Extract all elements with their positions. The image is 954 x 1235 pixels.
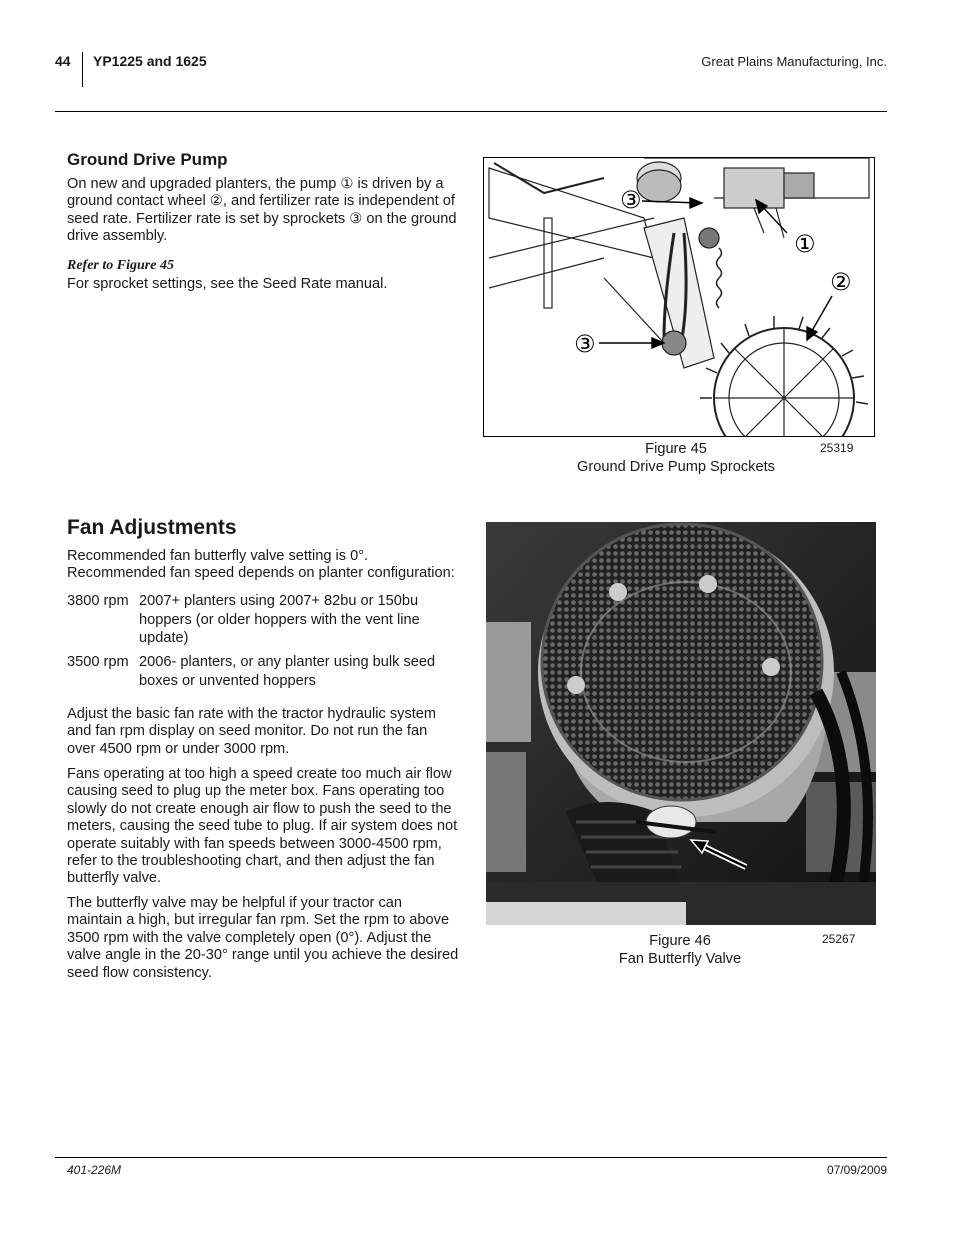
figure-46-label: Figure 46 [649,933,711,949]
footer-rule [55,1157,887,1158]
callout-1: ① [794,230,816,258]
callout-3-bottom: ③ [574,330,596,358]
callout-3-top: ③ [620,186,642,214]
header-divider [82,52,83,87]
fan-paragraph-3: The butterfly valve may be helpful if your tractor can maintain a high, but irregular fan rpm. Set the rpm to above 3500 rpm with the valve completely open (0°). Adjust the valve angle in the 20-30° range until you achieve the desired seed flow consistency. [67,895,459,981]
figure-46-photo [486,522,876,925]
figure-reference: Refer to Figure 45 [67,258,174,273]
fan-intro: Recommended fan butterfly valve setting is 0°. Recommended fan speed depends on planter configuration: [67,548,455,582]
figure-46-title: Fan Butterfly Valve [618,951,742,967]
sprocket-note: For sprocket settings, see the Seed Rate manual. [67,276,388,292]
ground-drive-paragraph [67,176,459,246]
fan-paragraph-2: Fans operating at too high a speed create too much air flow causing seed to plug up the meter box. Fans operating too slowly do not create enough air flow to push the seed to the meters, causing the seed tube to plug. If air system does not operate suitably with fan speeds between 3000-4500 rpm, refer to the troubleshooting chart, and then adjust the fan butterfly valve. [67,766,458,887]
rpm-value: 3500 rpm [67,654,129,670]
header-rule [55,111,887,112]
rpm-description: 2006- planters, or any planter using bulk seed boxes or unvented hoppers [139,654,436,689]
figure-45-image [483,157,875,437]
page-number: 44 [55,53,71,69]
figure-45-label: Figure 45 [645,441,707,457]
model-title: YP1225 and 1625 [93,53,207,69]
figure-45-number: 25319 [820,441,854,455]
figure-45-caption [560,440,792,476]
document-number: 401-226M [67,1163,122,1177]
figure-46-caption [590,932,770,968]
figure-46-number: 25267 [822,932,856,946]
ground-drive-text: On new and upgraded planters, the pump ① is driven by a ground contact wheel ②, and fertilizer rate is independent of seed rate. Fertilizer rate is set by sprockets ③ on the ground drive assembly. [67,176,457,245]
document-date: 07/09/2009 [826,1163,887,1177]
fan-butterfly-valve-photo [486,522,876,925]
rpm-description: 2007+ planters using 2007+ 82bu or 150bu hoppers (or older hoppers with the vent line update) [139,593,420,646]
company-name: Great Plains Manufacturing, Inc. [701,54,887,69]
rpm-value: 3800 rpm [67,593,129,609]
section-heading-fan: Fan Adjustments [67,516,237,539]
callout-2: ② [830,268,852,296]
ground-drive-illustration [484,158,874,436]
figure-45-title: Ground Drive Pump Sprockets [577,459,775,475]
section-heading-ground-drive: Ground Drive Pump [67,150,228,169]
fan-paragraph-1: Adjust the basic fan rate with the tractor hydraulic system and fan rpm display on seed monitor. Do not run the fan over 4500 rpm or under 3000 rpm. [67,706,437,757]
